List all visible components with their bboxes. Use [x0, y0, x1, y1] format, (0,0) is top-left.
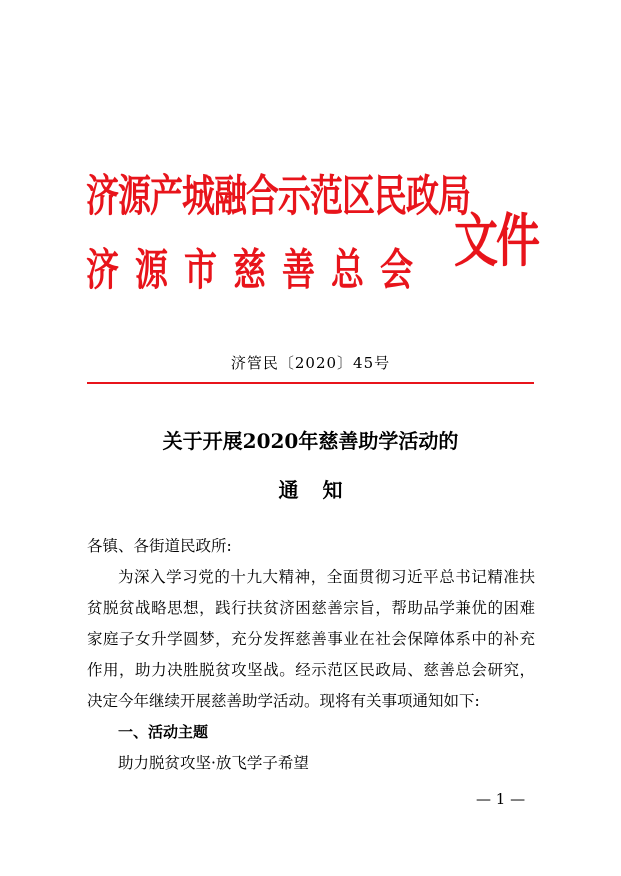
- document-suffix: 文件: [454, 208, 538, 275]
- issuer-line-1: 济源产城融合示范区民政局: [86, 169, 470, 222]
- document-number: 济管民〔2020〕45号: [230, 354, 391, 372]
- document-body: [87, 531, 535, 779]
- section-text: 助力脱贫攻坚·放飞学子希望: [118, 754, 309, 772]
- body-paragraph: 为深入学习党的十九大精神，全面贯彻习近平总书记精准扶贫脱贫战略思想，践行扶贫济困慈善宗旨，帮助品学兼优的困难家庭子女升学圆梦，充分发挥慈善事业在社会保障体系中的补充作用，助力决胜脱贫攻坚战。经示范区民政局、慈善总会研究，决定今年继续开展慈善助学活动。现将有关事项通知如下:: [87, 568, 535, 710]
- issuer-line-2: 济源市慈善总会: [86, 243, 429, 296]
- salutation: 各镇、各街道民政所:: [87, 537, 232, 555]
- title-line-1: 关于开展2020年慈善助学活动的: [162, 429, 459, 453]
- page-number: — 1 —: [476, 790, 526, 808]
- red-divider: [87, 382, 534, 384]
- section-heading: 一、活动主题: [118, 723, 209, 741]
- title-line-2: 通知: [278, 478, 367, 502]
